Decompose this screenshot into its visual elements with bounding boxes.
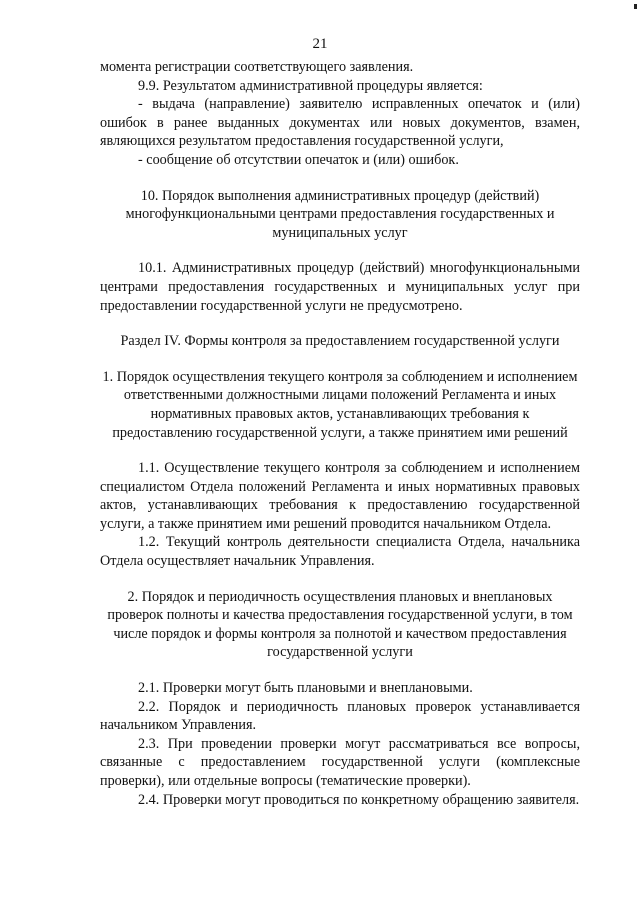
spacer — [100, 315, 580, 332]
spacer — [100, 442, 580, 459]
spacer — [100, 351, 580, 368]
section-heading: 10. Порядок выполнения административных процедур (действий) многофункциональными центрами предоставления государственных и муниципальных услуг — [125, 187, 555, 241]
spacer — [100, 242, 580, 259]
scan-mark — [634, 4, 637, 9]
page-number: 21 — [312, 36, 328, 52]
paragraph: 2.4. Проверки могут проводиться по конкретному обращению заявителя. — [138, 791, 580, 808]
paragraph: 1.2. Текущий контроль деятельности специалиста Отдела, начальника Отдела осуществляет начальник Управления. — [100, 534, 580, 570]
paragraph: - выдача (направление) заявителю исправленных опечаток и (или) ошибок в ранее выданных документах или новых документов, взамен, являющихся результатом предоставления государственной услуги, — [100, 96, 580, 150]
spacer — [100, 662, 580, 679]
section-heading: 1. Порядок осуществления текущего контроля за соблюдением и исполнением ответственными должностными лицами положений Регламента и иных нормативных правовых актов, устанавливающих требования к предоставлению государственной услуги, а также принятием ими решений — [102, 368, 578, 441]
paragraph: момента регистрации соответствующего заявления. — [100, 59, 414, 75]
paragraph: 10.1. Административных процедур (действий) многофункциональными центрами предоставления государственных и муниципальных услуг при предоставлении государственной услуги не предусмотрено. — [100, 260, 580, 314]
document-body — [100, 58, 580, 809]
paragraph: 2.1. Проверки могут быть плановыми и внеплановыми. — [138, 680, 473, 697]
paragraph: 2.2. Порядок и периодичность плановых проверок устанавливается начальником Управления. — [100, 698, 580, 734]
paragraph: - сообщение об отсутствии опечаток и (или) ошибок. — [138, 151, 459, 168]
spacer — [100, 571, 580, 588]
section-heading: Раздел IV. Формы контроля за предоставлением государственной услуги — [120, 333, 560, 350]
paragraph: 1.1. Осуществление текущего контроля за соблюдением и исполнением специалистом Отдела положений Регламента и иных нормативных правовых актов, устанавливающих требования к предоставлению государственной услуги, а также принятием ими решений проводится начальником Отдела. — [100, 460, 580, 532]
section-heading: 2. Порядок и периодичность осуществления плановых и внеплановых проверок полноты и качества предоставления государственной услуги, в том числе порядок и формы контроля за полнотой и качеством предоставления государственной услуги — [107, 588, 573, 661]
spacer — [100, 170, 580, 187]
paragraph: 2.3. При проведении проверки могут рассматриваться все вопросы, связанные с предоставлением государственной услуги (комплексные проверки), или отдельные вопросы (тематические проверки). — [100, 735, 580, 789]
paragraph: 9.9. Результатом административной процедуры является: — [138, 77, 483, 94]
